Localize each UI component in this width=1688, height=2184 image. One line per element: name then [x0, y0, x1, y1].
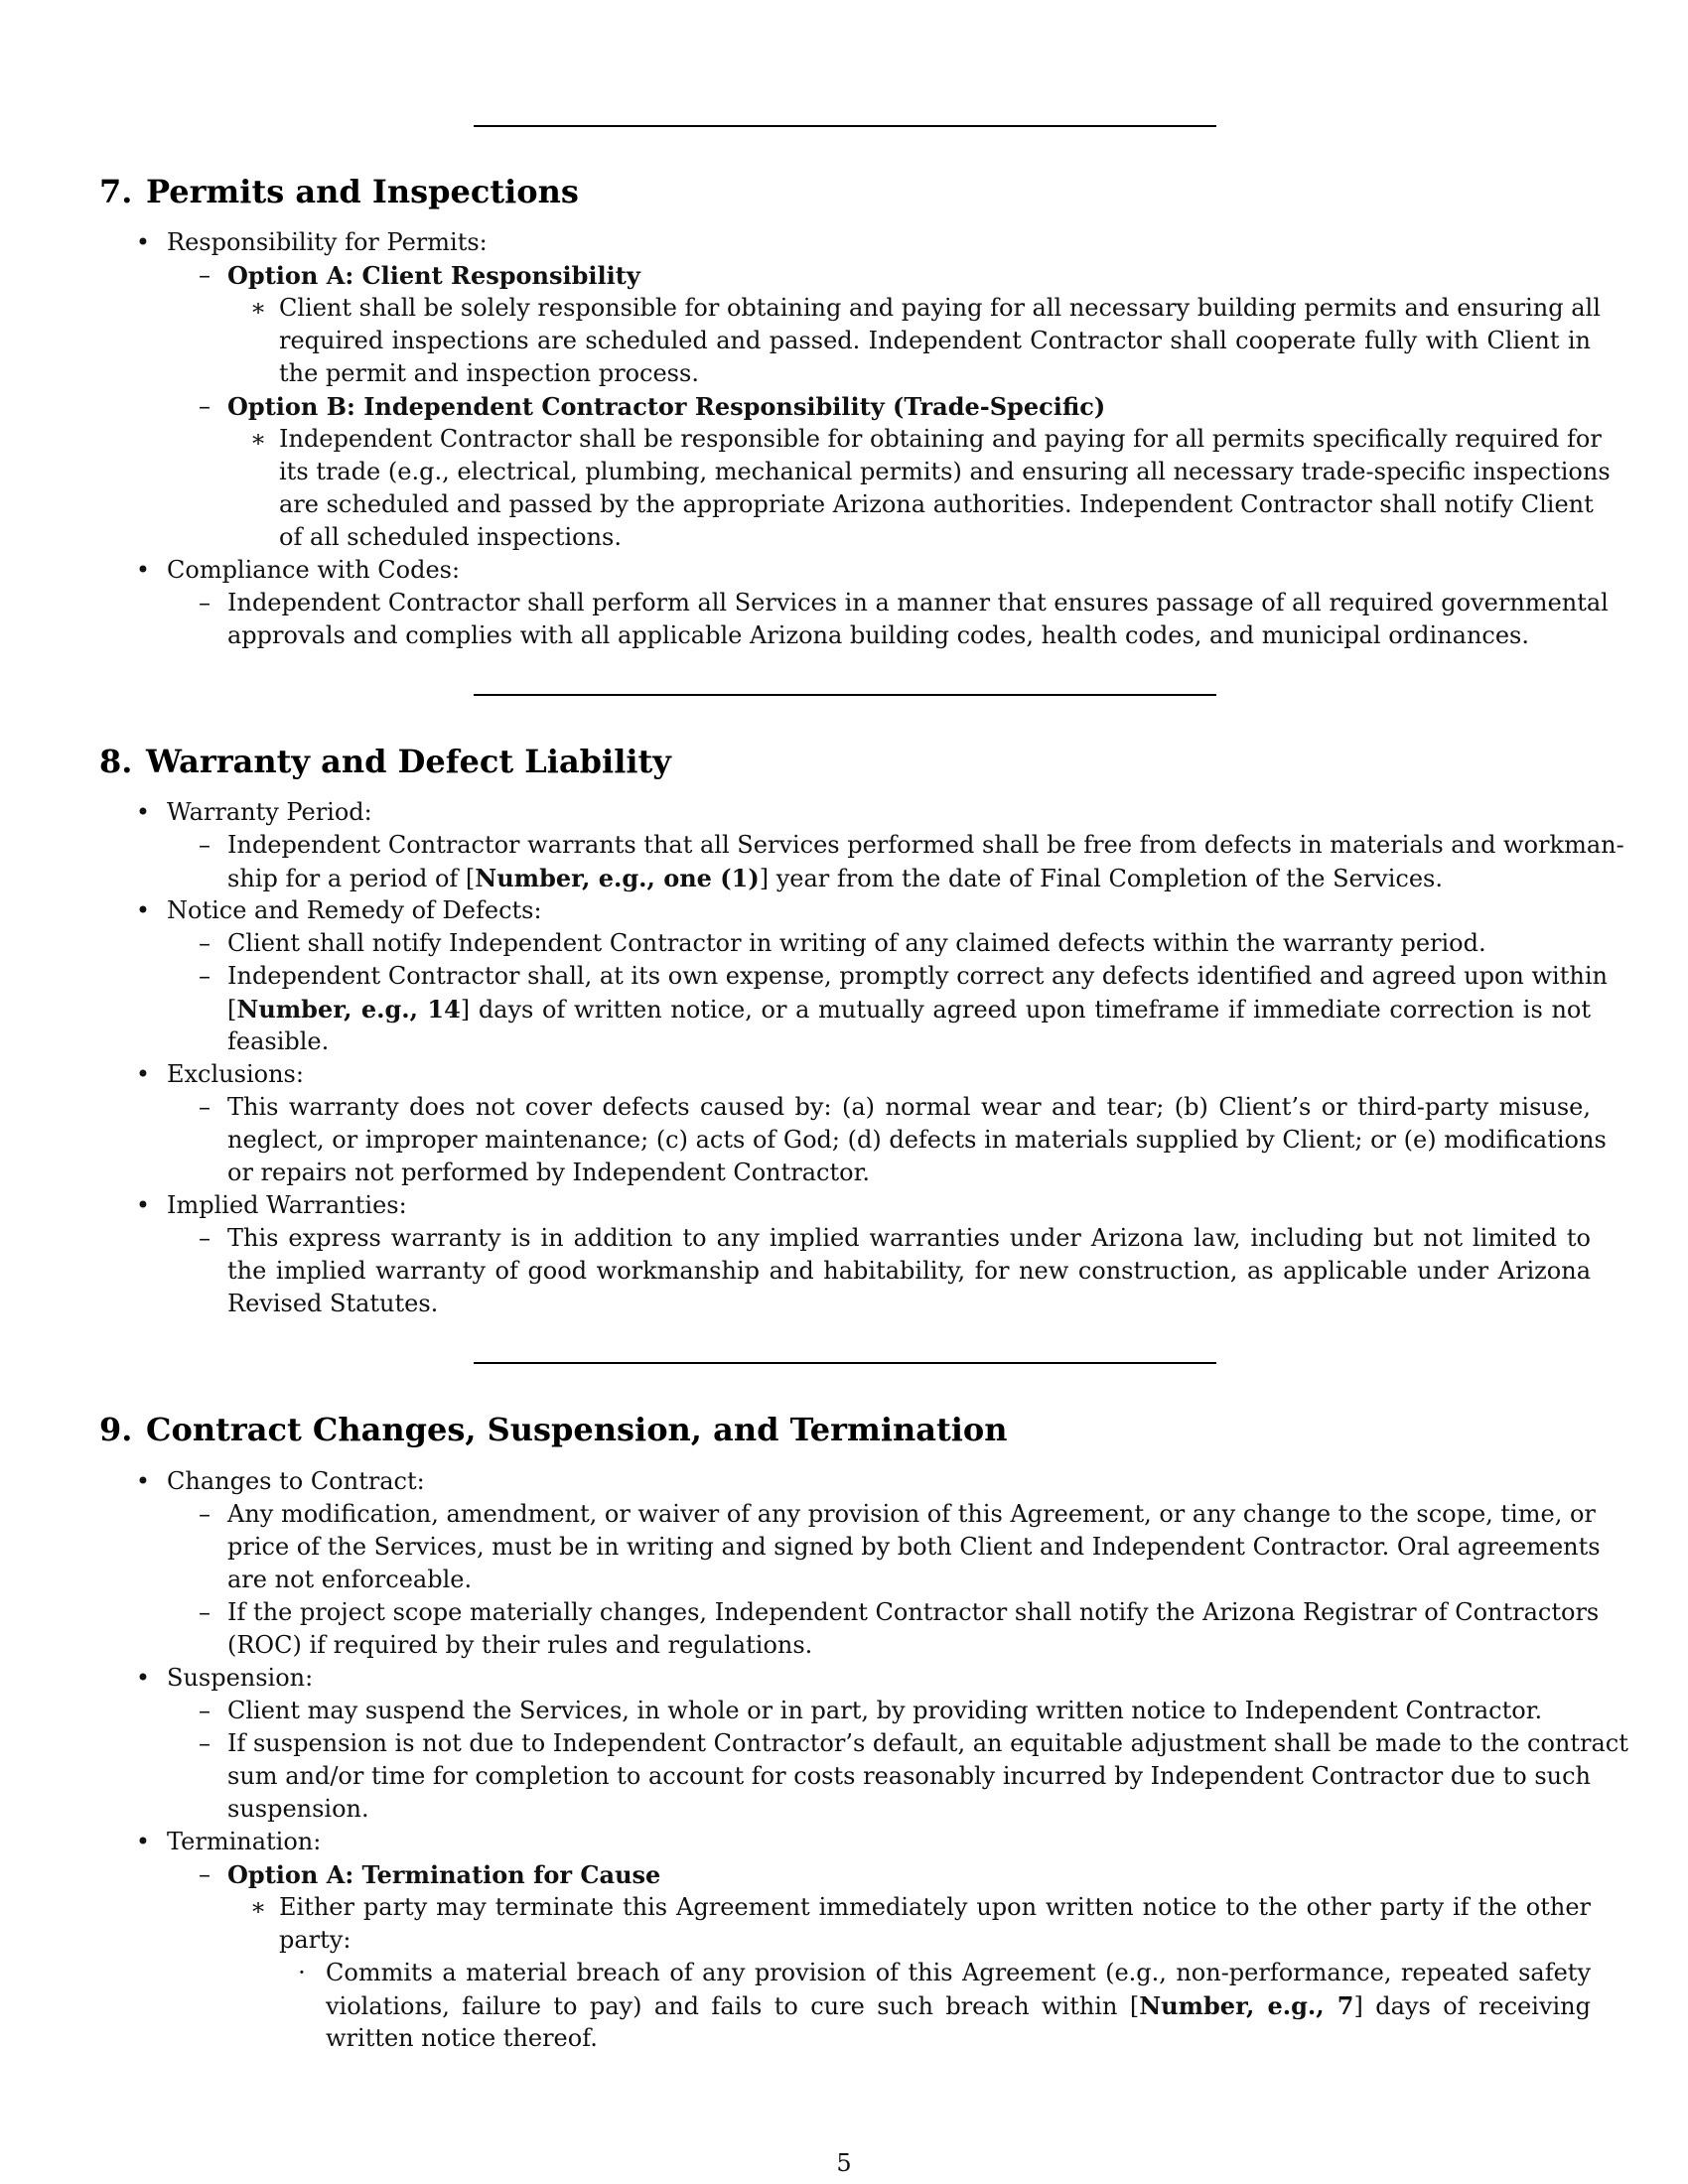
section-9-heading: 9. Contract Changes, Suspension, and Termination [99, 1411, 1008, 1448]
list-item: – Option A: Termination for Cause [199, 1860, 661, 1889]
section-8-heading: 8. Warranty and Defect Liability [99, 743, 671, 780]
list-item: – Option A: Client Responsibility [199, 261, 640, 290]
list-item: • Warranty Period: [135, 798, 372, 826]
page-number: 5 [836, 2149, 852, 2177]
section-divider [474, 694, 1216, 696]
list-item: – Independent Contractor warrants that all Services performed shall be free from defects in materials and workman- [199, 831, 1624, 859]
list-item: · Commits a material breach of any provision of this Agreement (e.g., non-performance, repeated safety [298, 1959, 1591, 1986]
section-7-body: • Responsibility for Permits: – Option A: Client Responsibility ∗ Client shall be solely responsible for obtaining and paying for all necessary building permits and ensuring all required inspections are scheduled and passed. Independent Contractor shall cooperate fully with Client in the permit and inspection process. – Option B: Independent Contractor Responsibility (Trade-Specific) ∗ Independent Contractor shall be responsible for obtaining and paying for all permits specifically required for its trade (e.g., electrical, plumbing, mechanical permits) and ensuring all necessary trade-specific inspections are scheduled and passed by the appropriate Arizona authorities. Independent Contractor shall notify Client of all scheduled inspections. • Compliance with Codes: – Independent Contractor shall perform all Services in a manner that ensures passage of all required governmental approvals and complies with all applicable Arizona building codes, health codes, and municipal ordinances. [0, 226, 1688, 652]
list-item: • Changes to Contract: [135, 1467, 425, 1495]
list-item: • Responsibility for Permits: [135, 228, 488, 256]
list-item: – This warranty does not cover defects caused by: (a) normal wear and tear; (b) Client’s or third-party misuse, [199, 1093, 1591, 1121]
list-item: – Any modification, amendment, or waiver of any provision of this Agreement, or any change to the scope, time, or [199, 1500, 1596, 1528]
list-item: • Compliance with Codes: [135, 556, 461, 584]
list-item: – This express warranty is in addition to any implied warranties under Arizona law, including but not limited to [199, 1224, 1591, 1252]
list-item: ∗ Independent Contractor shall be responsible for obtaining and paying for all permits specifically required for [249, 425, 1602, 453]
section-8-body: • Warranty Period: – Independent Contractor warrants that all Services performed shall be free from defects in materials and workman- ship for a period of [Number, e.g., one (1)] year from the date of Final Completion of the Services. • Notice and Remedy of Defects: – Client shall notify Independent Contractor in writing of any claimed defects within the warranty period. – Independent Contractor shall, at its own expense, promptly correct any defects identified and agreed upon within [Number, e.g., 14] days of written notice, or a mutually agreed upon timeframe if immediate correction is not feasible. • Exclusions: – This warranty does not cover defects caused by: (a) normal wear and tear; (b) Client’s or third-party misuse, neglect, or improper maintenance; (c) acts of God; (d) defects in materials supplied by Client; or (e) modifications or repairs not performed by Independent Contractor. • Implied Warranties: – This express warranty is in addition to any implied warranties under Arizona law, including but not limited to the implied warranty of good workmanship and habitability, for new construction, as applicable under Arizona Revised Statutes. [0, 796, 1688, 1320]
section-7-heading: 7. Permits and Inspections [99, 173, 579, 210]
list-item: – Independent Contractor shall, at its own expense, promptly correct any defects identified and agreed upon within [199, 962, 1608, 990]
section-9-body: • Changes to Contract: – Any modification, amendment, or waiver of any provision of this Agreement, or any change to the scope, time, or price of the Services, must be in writing and signed by both Client and Independent Contractor. Oral agreements are not enforceable. – If the project scope materially changes, Independent Contractor shall notify the Arizona Registrar of Contractors (ROC) if required by their rules and regulations. • Suspension: – Client may suspend the Services, in whole or in part, by providing written notice to Independent Contractor. – If suspension is not due to Independent Contractor’s default, an equitable adjustment shall be made to the contract sum and/or time for completion to account for costs reasonably incurred by Independent Contractor due to such suspension. • Termination: – Option A: Termination for Cause ∗ Either party may terminate this Agreement immediately upon written notice to the other party if the other party: · Commits a material breach of any provision of this Agreement (e.g., non-performance, repeated safety violations, failure to pay) and fails to cure such breach within [Number, e.g., 7] days of receiving written notice thereof. [0, 1465, 1688, 2055]
list-item: – If suspension is not due to Independent Contractor’s default, an equitable adjustment shall be made to the contract [199, 1729, 1628, 1757]
list-item: – Independent Contractor shall perform all Services in a manner that ensures passage of all required governmental [199, 589, 1609, 616]
list-item: – Client shall notify Independent Contractor in writing of any claimed defects within the warranty period. [199, 929, 1486, 957]
list-item: • Exclusions: [135, 1060, 304, 1088]
list-item: • Termination: [135, 1828, 322, 1855]
list-item: – Option B: Independent Contractor Responsibility (Trade-Specific) [199, 392, 1106, 421]
list-item: ∗ Either party may terminate this Agreement immediately upon written notice to the other party if the other [249, 1893, 1591, 1921]
list-item: – Client may suspend the Services, in whole or in part, by providing written notice to Independent Contractor. [199, 1697, 1543, 1724]
section-divider [474, 1362, 1216, 1364]
list-item: – If the project scope materially changes, Independent Contractor shall notify the Arizona Registrar of Contractors [199, 1598, 1600, 1626]
list-item: • Suspension: [135, 1664, 314, 1692]
list-item: • Implied Warranties: [135, 1191, 407, 1219]
list-item: ∗ Client shall be solely responsible for obtaining and paying for all necessary building permits and ensuring all [249, 294, 1601, 322]
section-divider [474, 125, 1216, 127]
list-item: • Notice and Remedy of Defects: [135, 896, 542, 924]
